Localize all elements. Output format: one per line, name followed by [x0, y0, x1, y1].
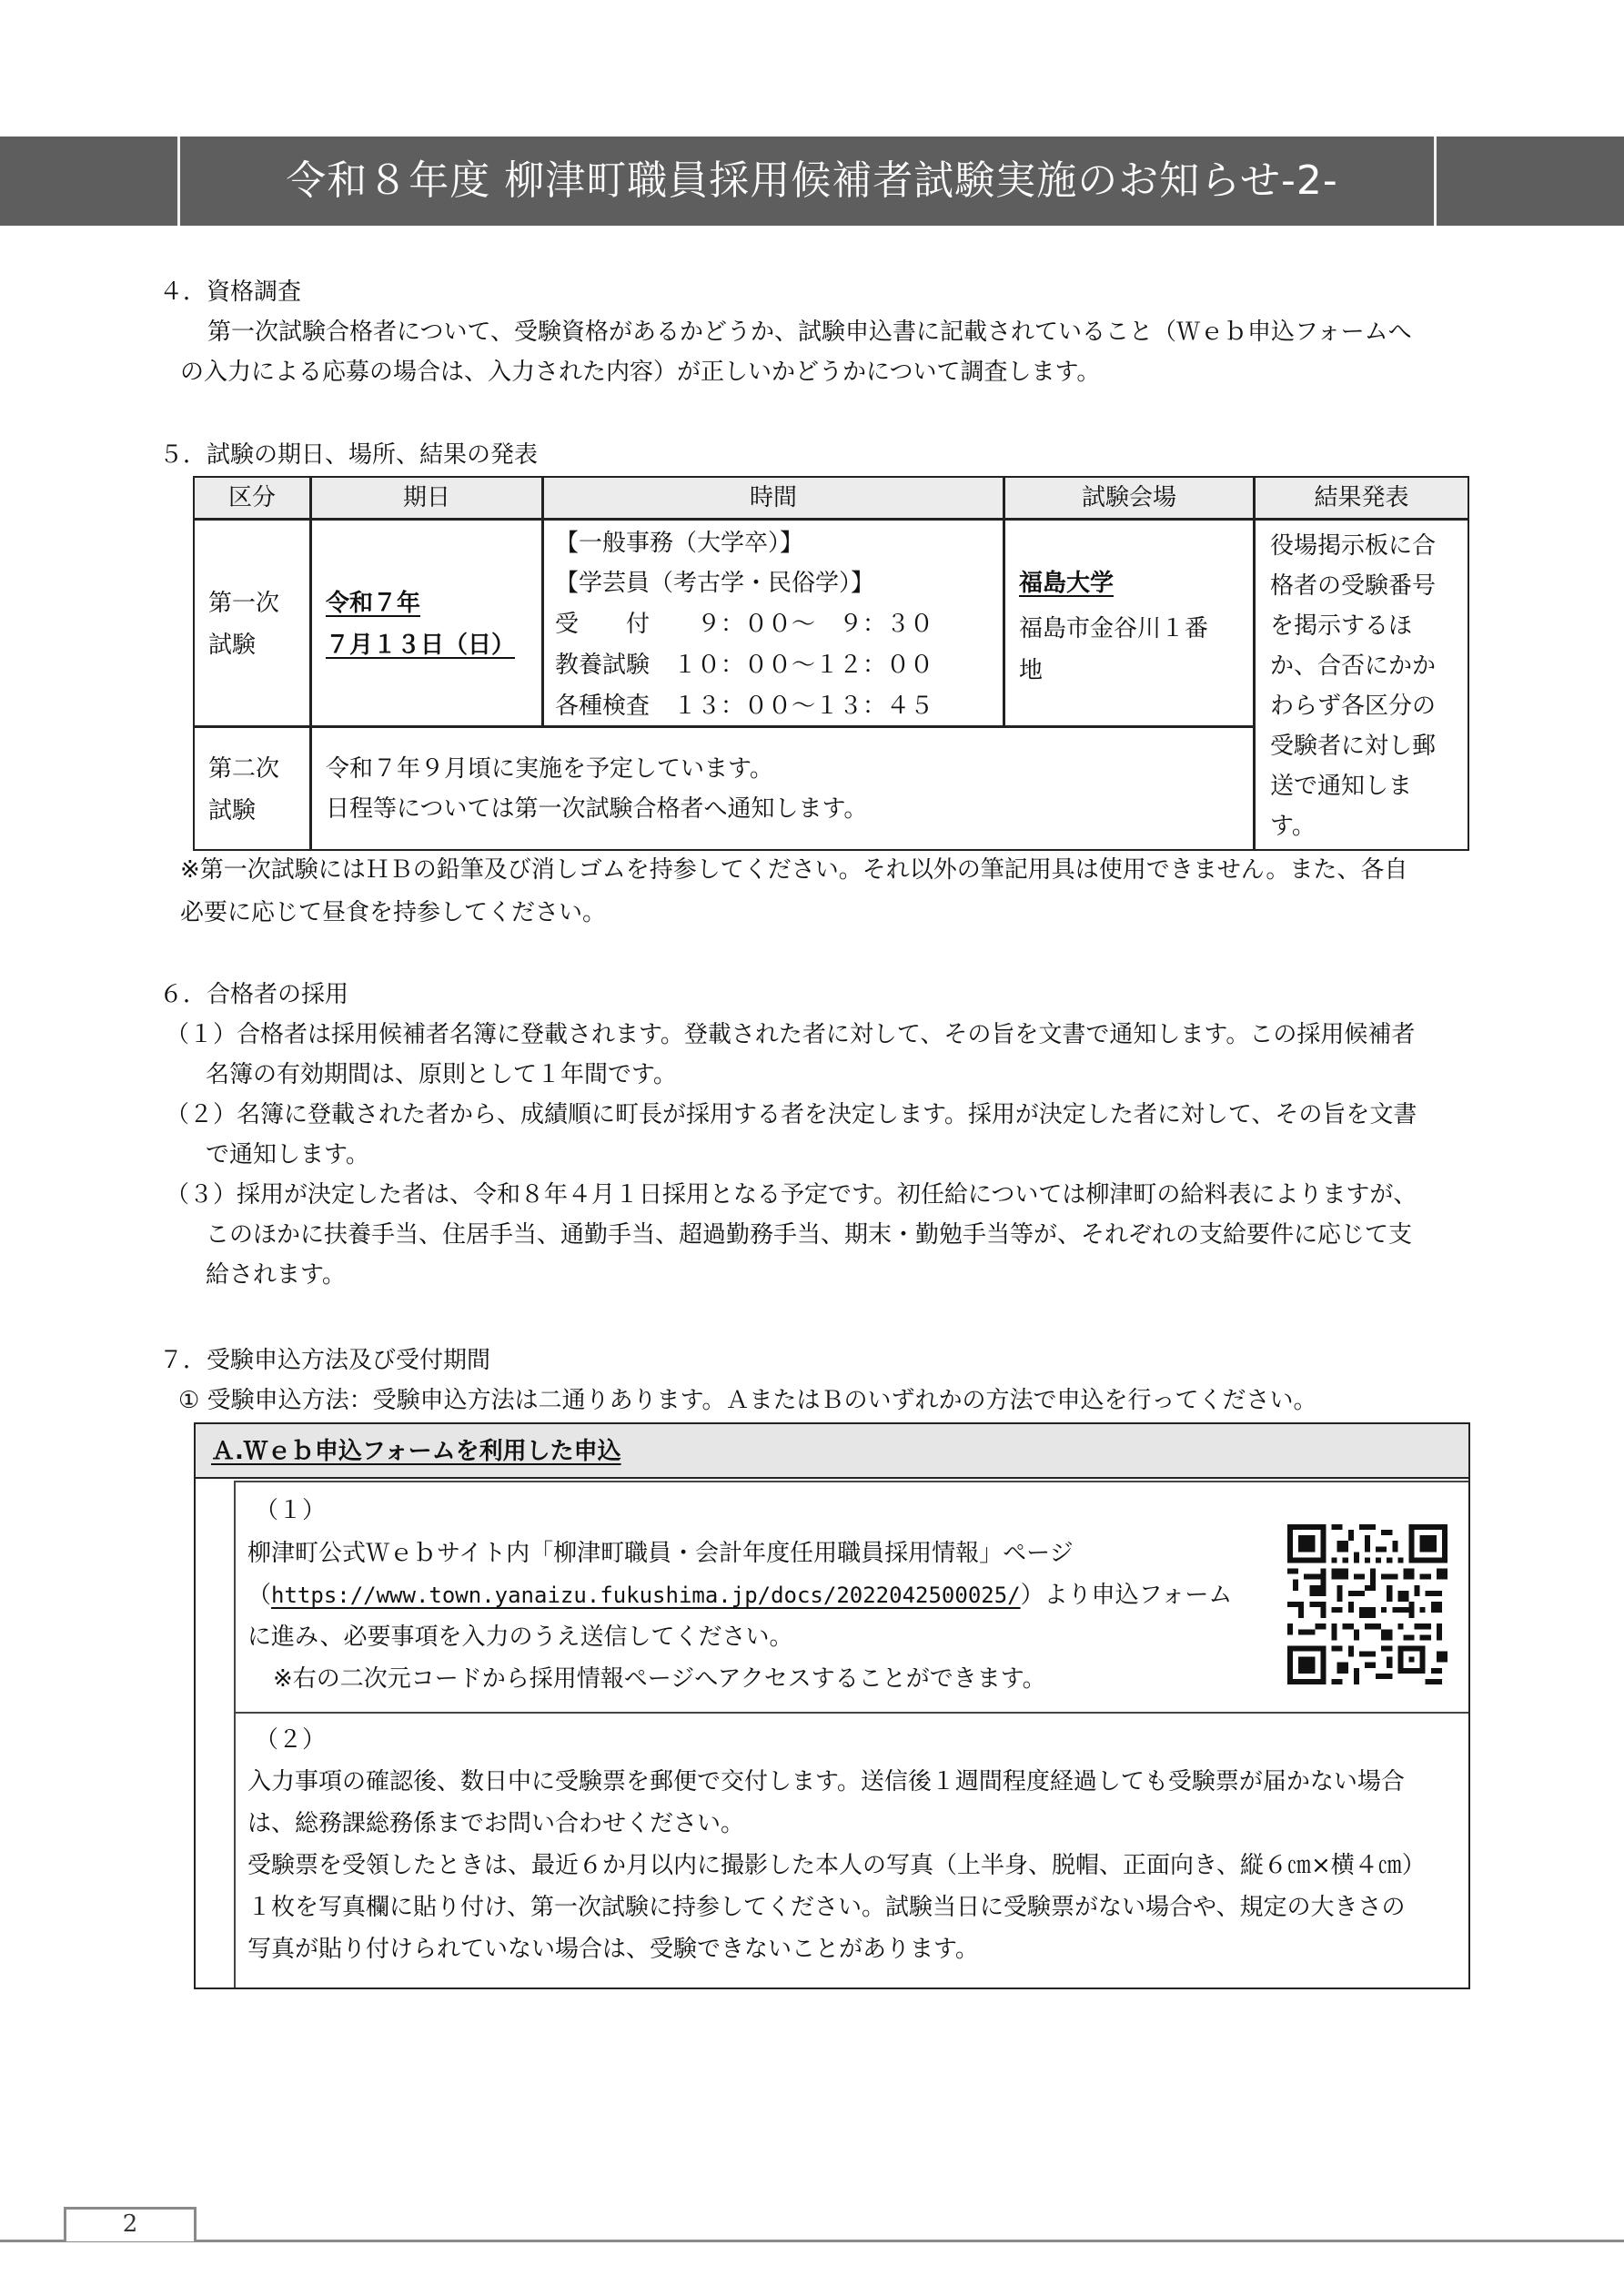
row1-date: ７月１３日（日） [326, 632, 516, 659]
row2-category: 第二次 [208, 755, 280, 783]
section-6-item: 名簿の有効期間は、原則として１年間です。 [206, 1061, 677, 1088]
page-number: 2 [122, 2210, 138, 2238]
part-2-text: １枚を写真欄に貼り付け、第一次試験に持参してください。試験当日に受験票がない場合や、規定の大きさの [247, 1894, 1406, 1921]
section-6-item: このほかに扶養手当、住居手当、通勤手当、超過勤務手当、期末・勤勉手当等が、それぞれの支給要件に応じて支 [206, 1221, 1413, 1249]
part-2-text: は、総務課総務係までお問い合わせください。 [247, 1810, 745, 1837]
section-7-heading: ７．受験申込方法及び受付期間 [159, 1347, 491, 1374]
section-6-item: 給されます。 [206, 1261, 346, 1289]
result-text: を掲示するほ [1270, 612, 1413, 640]
row1-venue: 福島大学 [1019, 570, 1115, 597]
row2-category: 試験 [208, 797, 257, 824]
row1-venue: 地 [1019, 657, 1044, 684]
url-paren: （ [247, 1582, 272, 1609]
table-footnote: ※第一次試験にはＨＢの鉛筆及び消しゴムを持参してください。それ以外の筆記用具は使用できません。また、各自 [180, 856, 1408, 884]
section-4-heading: ４．資格調査 [159, 278, 302, 306]
application-method: ① 受験申込方法：受験申込方法は二通りあります。ＡまたはＢのいずれかの方法で申込を行ってください。 [178, 1387, 1317, 1414]
table-cell [312, 521, 541, 725]
part-2-text: 入力事項の確認後、数日中に受験票を郵便で交付します。送信後１週間程度経過しても受験票が届かない場合 [247, 1768, 1405, 1795]
section-5-heading: ５．試験の期日、場所、結果の発表 [159, 441, 539, 469]
section-6-item: （３）採用が決定した者は、令和８年４月１日採用となる予定です。初任給については柳津町の給料表によりますが、 [166, 1181, 1417, 1209]
table-footnote: 必要に応じて昼食を持参してください。 [180, 899, 607, 926]
page-title: 令和８年度 柳津町職員採用候補者試験実施のお知らせ-2- [286, 157, 1338, 204]
section-4-text: 第一次試験合格者について、受験資格があるかどうか、試験申込書に記載されていること（Ｗｅｂ申込フォームへ [207, 319, 1412, 346]
result-text: 役場掲示板に合 [1270, 532, 1437, 560]
row1-time: 【一般事務（大学卒）】 [555, 530, 804, 557]
part-2-text: 写真が貼り付けられていない場合は、受験できないことがあります。 [247, 1936, 979, 1963]
recruit-page-link[interactable]: https://www.town.yanaizu.fukushima.jp/docs/2022042500025/ [271, 1583, 1021, 1608]
table-cell [312, 728, 1253, 849]
header-band [0, 137, 1624, 226]
result-text: 受験者に対し郵 [1270, 733, 1437, 760]
table-cell [195, 521, 309, 725]
section-4-text: の入力による応募の場合は、入力された内容）が正しいかどうかについて調査します。 [180, 359, 1101, 386]
table-header-category: 区分 [227, 484, 276, 511]
section-6-item: で通知します。 [206, 1141, 369, 1168]
part-1-text: 柳津町公式Ｗｅｂサイト内「柳津町職員・会計年度任用職員採用情報」ページ [247, 1540, 1074, 1567]
row1-category: 第一次 [208, 590, 280, 617]
row1-time: 教養試験 １０：００～１２：００ [555, 652, 934, 679]
part-2-text: 受験票を受領したときは、最近６か月以内に撮影した本人の写真（上半身、脱帽、正面向き、縦６㎝×横４㎝） [247, 1852, 1426, 1879]
table-header-date: 期日 [402, 484, 450, 511]
row2-note: 令和７年９月頃に実施を予定しています。 [326, 755, 773, 783]
url-tail: ）より申込フォーム [1020, 1582, 1233, 1609]
application-box-a-title: Ａ.Ｗｅｂ申込フォームを利用した申込 [211, 1438, 621, 1465]
part-1-text: に進み、必要事項を入力のうえ送信してください。 [247, 1623, 793, 1651]
part-1-label: （１） [255, 1497, 327, 1524]
row2-note: 日程等については第一次試験合格者へ通知します。 [326, 795, 868, 823]
row1-time: 受 付 ９：００～ ９：３０ [555, 611, 934, 638]
table-header-venue: 試験会場 [1081, 484, 1176, 511]
row1-time: 各種検査 １３：００～１３：４５ [555, 693, 934, 720]
row1-date: 令和７年 [326, 590, 421, 617]
result-text: か、合否にかか [1270, 652, 1437, 680]
table-header-time: 時間 [749, 484, 797, 511]
part-2-label: （２） [255, 1726, 327, 1754]
result-text: 格者の受験番号 [1270, 572, 1437, 600]
footer-rule [0, 2240, 1624, 2242]
section-6-item: （１）合格者は採用候補者名簿に登載されます。登載された者に対して、その旨を文書で通知します。この採用候補者 [166, 1021, 1416, 1048]
section-6-heading: ６．合格者の採用 [159, 981, 349, 1008]
qr-code-icon[interactable] [1287, 1524, 1447, 1684]
result-text: 送で通知しま [1270, 773, 1413, 800]
row1-time: 【学芸員（考古学・民俗学）】 [555, 570, 875, 597]
part-1-url-line [247, 1582, 1232, 1609]
result-text: す。 [1270, 813, 1316, 840]
table-header-result: 結果発表 [1314, 484, 1409, 511]
section-6-item: （２）名簿に登載された者から、成績順に町長が採用する者を決定します。採用が決定した者に対して、その旨を文書 [166, 1101, 1417, 1128]
result-text: わらず各区分の [1270, 693, 1437, 720]
table-cell [195, 728, 309, 849]
part-1-note: ※右の二次元コードから採用情報ページへアクセスすることができます。 [273, 1665, 1046, 1693]
row1-category: 試験 [208, 632, 257, 659]
row1-venue: 福島市金谷川１番 [1019, 615, 1209, 642]
